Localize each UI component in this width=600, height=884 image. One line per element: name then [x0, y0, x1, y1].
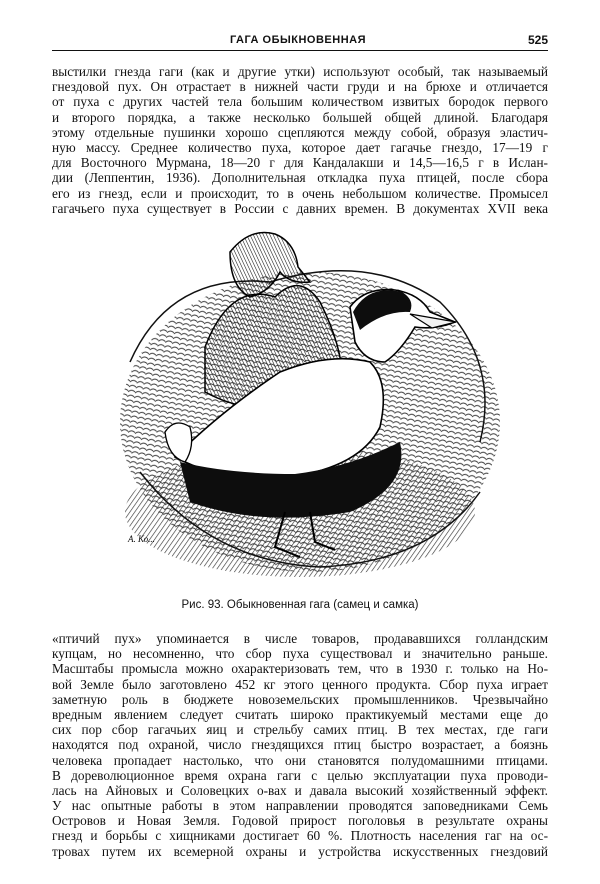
text-line: тровах путем их всемерной охраны и устройства искусственных гнездовий	[52, 843, 548, 859]
text-line: дии (Леппентин, 1936). Дополнительная откладка пуха птицей, после сбора	[52, 170, 548, 186]
text-line: В дореволюционное время охрана гаги с целью эксплуатации пуха проводи-	[52, 767, 548, 783]
text-line: от пуха с других частей тела большим количеством извитых бородок первого	[52, 94, 548, 110]
body-text-bottom	[52, 631, 548, 859]
figure-caption: Рис. 93. Обыкновенная гага (самец и самка)	[181, 599, 419, 611]
text-line: гнезд и борьбы с хищниками достигает 60 %. Плотность населения гаг на ос-	[52, 828, 548, 844]
running-head	[52, 33, 548, 51]
text-line: вой Земле было заготовлено 452 кг этого ценного продукта. Сбор пуха играет	[52, 676, 548, 692]
text-line: этому отдельные пушинки хорошо сцепляются между собой, образуя эластич-	[52, 124, 548, 140]
text-line: вредным явлением следует считать широко практикуемый местами еще до	[52, 706, 548, 722]
text-line: «птичий пух» упоминается в числе товаров, продававшихся голландским	[52, 631, 548, 646]
text-line: сих пор сбор гагачьих яиц и стрельбу самих птиц. В тех местах, где гаги	[52, 722, 548, 738]
body-text-top	[52, 64, 548, 216]
text-line: У нас опытные работы в этом направлении проводятся заповедниками Семь	[52, 798, 548, 814]
text-line: гнездовой пух. Он отрастает в нижней части груди и на брюхе и отличается	[52, 79, 548, 95]
text-line: гагачьего пуха существует в России с давних времен. В документах XVII века	[52, 200, 548, 216]
artist-signature: А. Ко...	[128, 534, 155, 544]
text-line: находятся под охраной, число гнездящихся птиц быстро возрастает, а боязнь	[52, 737, 548, 753]
text-line: Масштабы промысла можно охарактеризовать тем, что в 1930 г. только на Но-	[52, 661, 548, 677]
running-head-title: ГАГА ОБЫКНОВЕННАЯ	[230, 34, 366, 46]
text-line: лась на Айновых и Соловецких о-вах и давала высокий хозяйственный эффект.	[52, 782, 548, 798]
text-line: заметную роль в бюджете новоземельских промышленников. Чрезвычайно	[52, 691, 548, 707]
text-line: Островов и Новая Земля. Годовой прирост поголовья в результате охраны	[52, 813, 548, 829]
eider-illustration	[110, 212, 500, 592]
text-line: для Восточного Мурмана, 18—20 г для Кандалакши и 14,5—16,5 г в Ислан-	[52, 155, 548, 171]
text-line: купцам, но несомненно, что сбор пуха существовал и значительно раньше.	[52, 646, 548, 662]
text-line: и второго порядка, а также несколько большей общей длиной. Благодаря	[52, 109, 548, 125]
page-number: 525	[527, 33, 548, 47]
text-line: ную массу. Среднее количество пуха, которое дает гагачье гнездо, 17—19 г	[52, 139, 548, 155]
text-line: выстилки гнезда гаги (как и другие утки) используют особый, так называемый	[52, 64, 548, 79]
text-line: человека пропадает настолько, что они становятся полудомашними птицами.	[52, 752, 548, 768]
text-line: его из гнезд, если и происходит, то в очень небольшом количестве. Промысел	[52, 185, 548, 201]
